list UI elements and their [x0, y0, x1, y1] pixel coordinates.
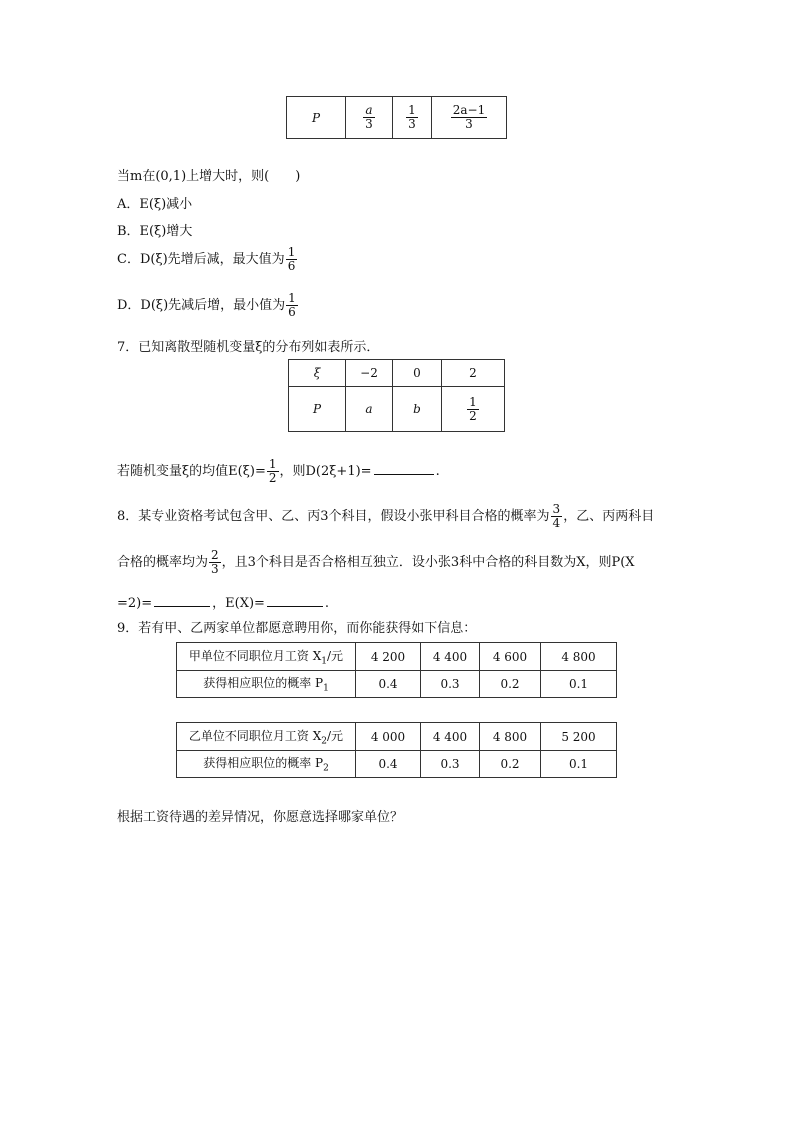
table-header-cell: 0: [393, 360, 442, 387]
table-header-cell: −2: [346, 360, 393, 387]
salary-table-company-a: [176, 642, 617, 698]
table-cell: 0.1: [541, 671, 617, 698]
question-9-stem: 9．若有甲、乙两家单位都愿意聘用你，而你能获得如下信息：: [117, 621, 477, 636]
table-cell: b: [393, 387, 442, 432]
option-a: A．E(ξ)减小: [117, 197, 193, 212]
distribution-table-top: [286, 96, 507, 139]
option-d: D．D(ξ)先减后增，最小值为 $\frac{1}{6}$: [117, 291, 296, 319]
table-cell: 0.4: [356, 751, 421, 778]
table-row-label: P: [289, 387, 346, 432]
table-cell: 0.1: [541, 751, 617, 778]
table-cell: 0.3: [421, 671, 480, 698]
question-8-line-1: 8．某专业资格考试包含甲、乙、丙3个科目，假设小张甲科目合格的概率为 $\frac{3}{4}$ ，乙、丙两科目: [117, 502, 655, 530]
table-row-label: 获得相应职位的概率 $P_1$: [177, 671, 356, 698]
table-cell: 0.2: [480, 671, 541, 698]
table-cell: 4 400: [421, 723, 480, 751]
question-7-condition: 若随机变量ξ的均值E(ξ)= $\frac{1}{2}$ ，则D(2ξ+1)= .: [117, 457, 440, 485]
option-c: C．D(ξ)先增后减，最大值为 $\frac{1}{6}$: [117, 245, 296, 273]
table-cell: $\frac{a}{3}$: [346, 97, 393, 139]
table-cell: 4 600: [480, 643, 541, 671]
salary-table-company-b: [176, 722, 617, 778]
distribution-table-q7: [288, 359, 505, 432]
table-cell: 0.2: [480, 751, 541, 778]
table-cell: 4 800: [480, 723, 541, 751]
option-b: B．E(ξ)增大: [117, 224, 193, 239]
table-cell: 0.4: [356, 671, 421, 698]
table-cell: 5 200: [541, 723, 617, 751]
table-cell: 4 400: [421, 643, 480, 671]
table-cell: $\frac{1}{2}$: [442, 387, 505, 432]
table-cell: $\frac{2a-1}{3}$: [432, 97, 507, 139]
table-header-cell: 乙单位不同职位月工资 $X_2/$元: [177, 723, 356, 751]
answer-blank[interactable]: [154, 605, 210, 607]
answer-blank[interactable]: [267, 605, 323, 607]
question-stem: 当m在(0,1)上增大时，则( ): [117, 169, 301, 184]
table-cell: 4 200: [356, 643, 421, 671]
table-header-cell: 2: [442, 360, 505, 387]
question-7-stem: 7．已知离散型随机变量ξ的分布列如表所示．: [117, 340, 380, 355]
answer-blank[interactable]: [374, 473, 434, 475]
table-cell: $\frac{1}{3}$: [393, 97, 432, 139]
question-8-line-3: =2)= ，E(X)= .: [117, 596, 330, 611]
table-row-label: P: [287, 97, 346, 139]
table-cell: 4 800: [541, 643, 617, 671]
table-cell: 4 000: [356, 723, 421, 751]
table-cell: 0.3: [421, 751, 480, 778]
table-header-cell: ξ: [289, 360, 346, 387]
question-9-prompt: 根据工资待遇的差异情况，你愿意选择哪家单位？: [117, 810, 404, 825]
table-row-label: 获得相应职位的概率 $P_2$: [177, 751, 356, 778]
table-header-cell: 甲单位不同职位月工资 $X_1/$元: [177, 643, 356, 671]
table-cell: a: [346, 387, 393, 432]
question-8-line-2: 合格的概率均为 $\frac{2}{3}$ ，且3个科目是否合格相互独立．设小张3科中合格的科目数为X，则P(X: [117, 548, 635, 576]
